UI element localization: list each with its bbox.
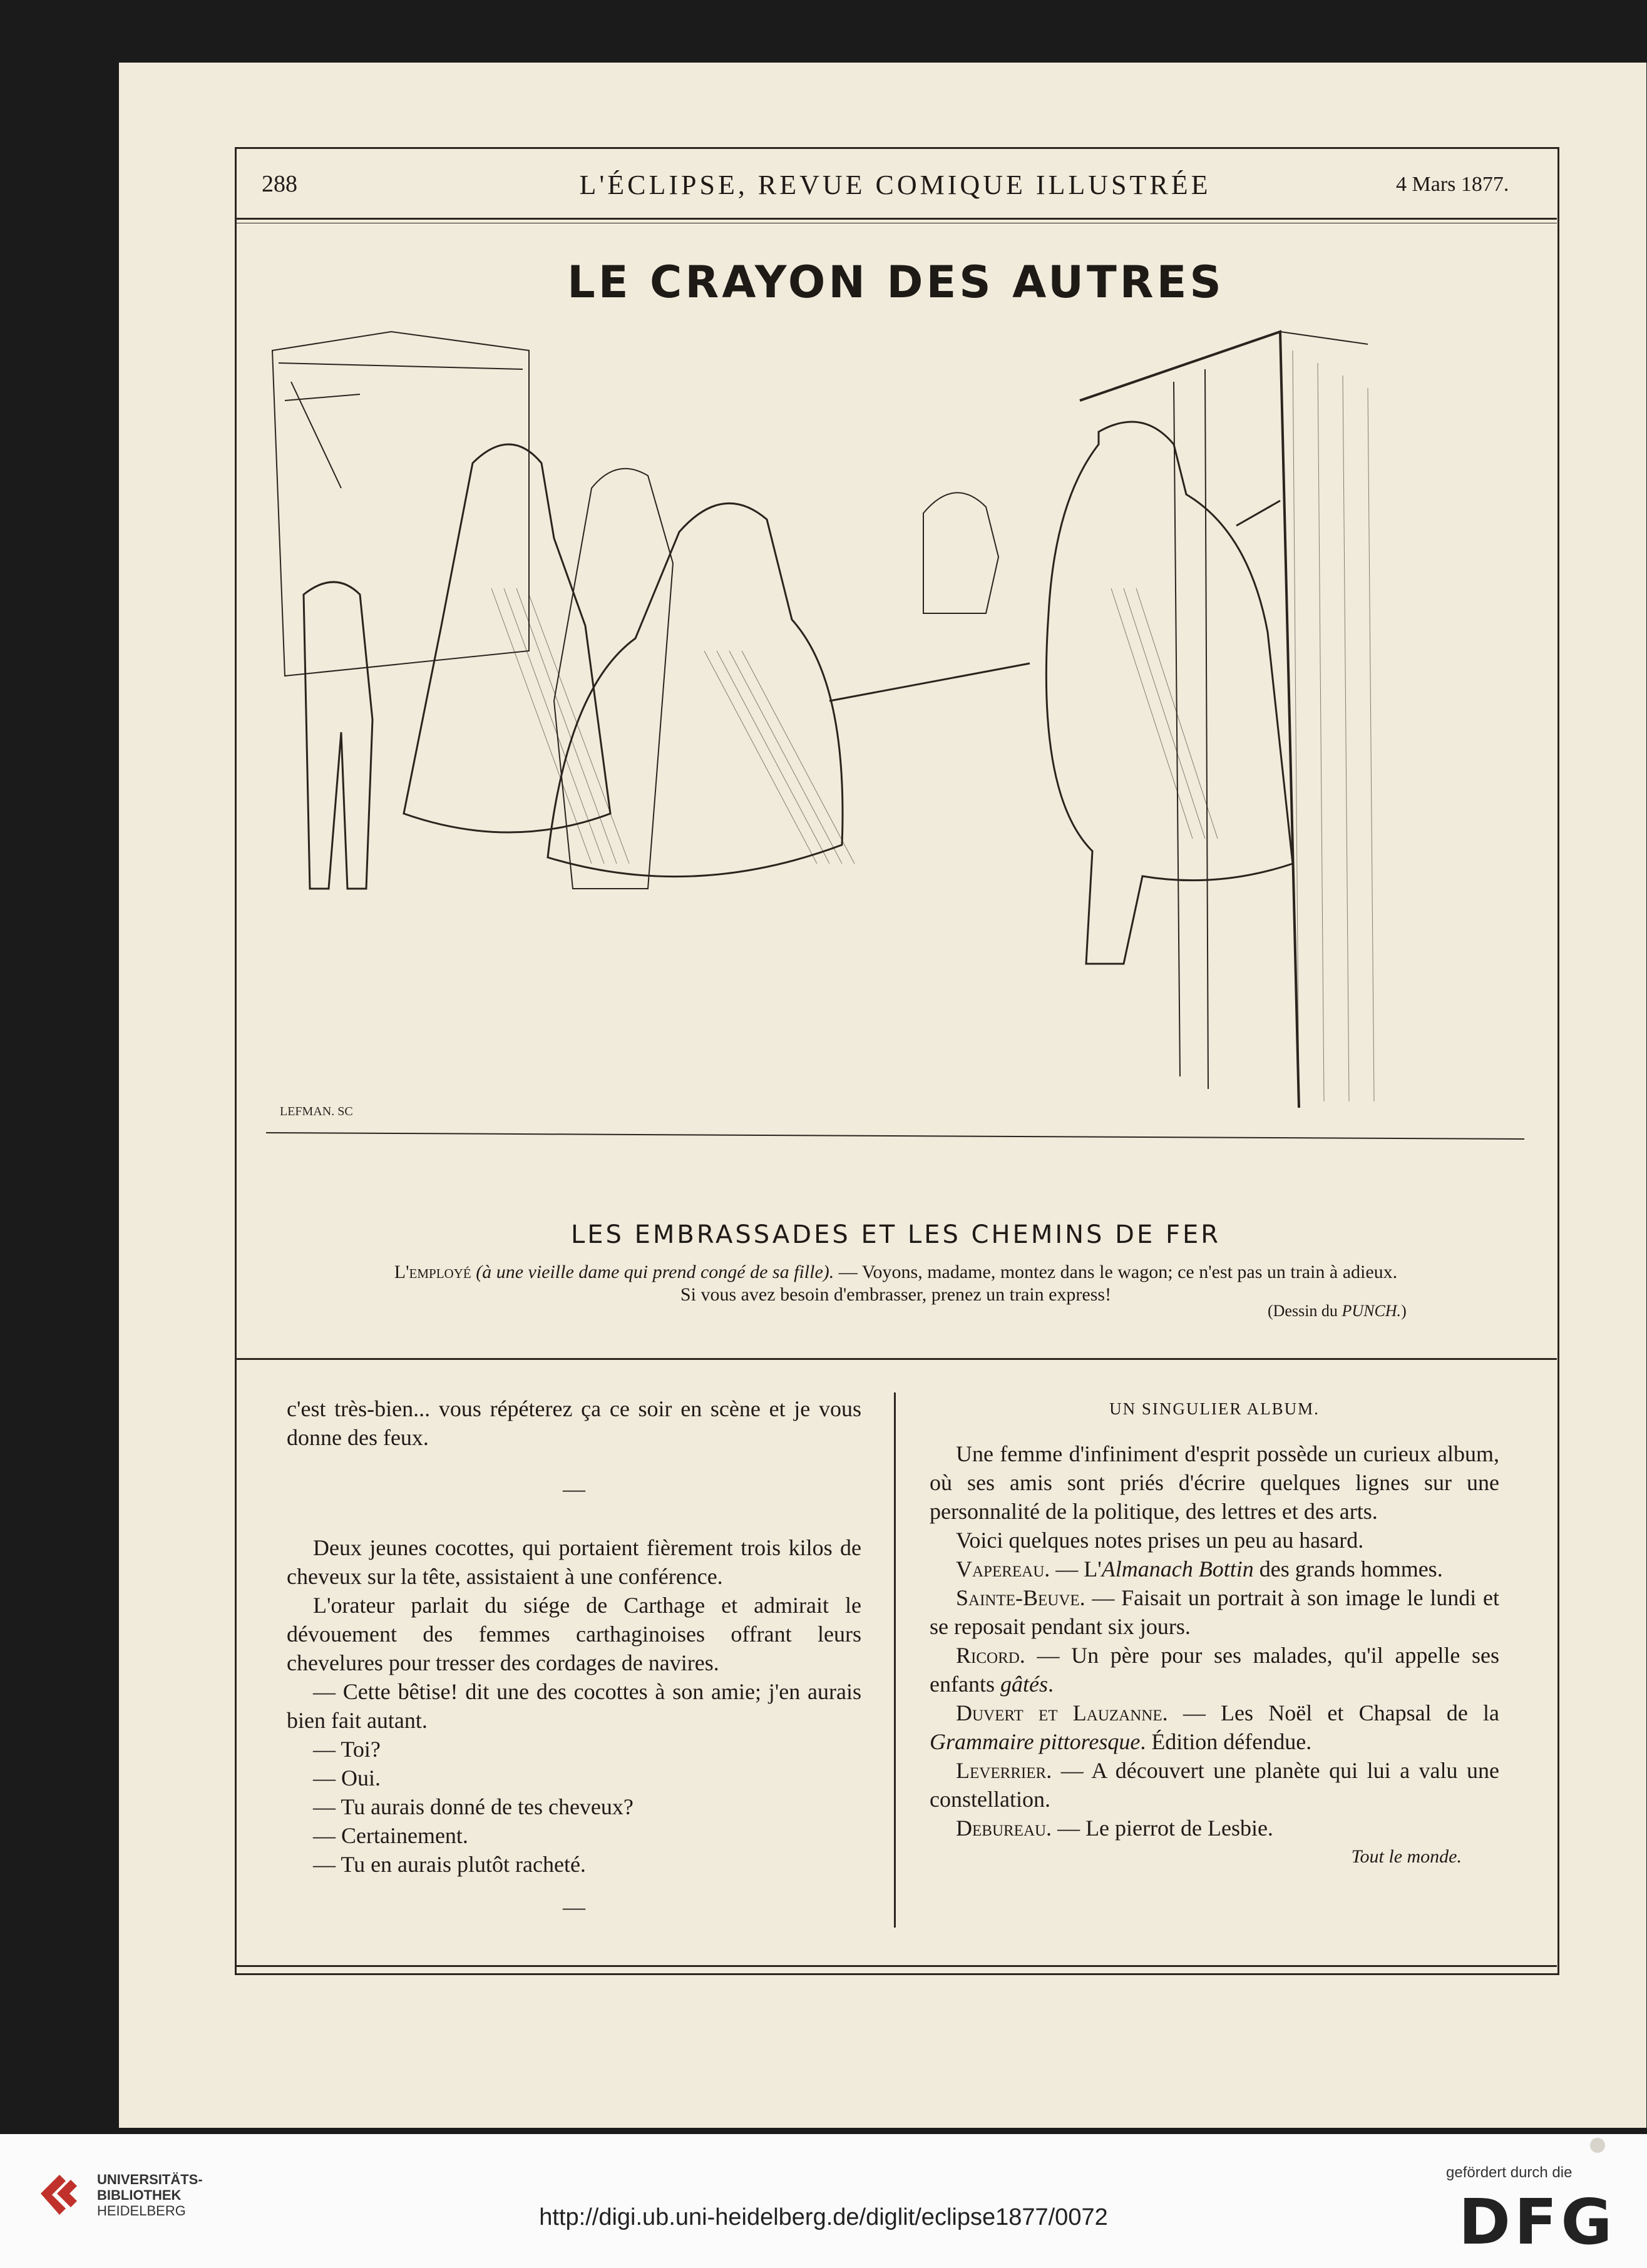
issue-date: 4 Mars 1877. (1396, 173, 1509, 196)
viewer-footer (0, 2134, 1647, 2268)
paragraph: c'est très-bien... vous répéterez ça ce soir en scène et je vous donne des feux. (287, 1396, 861, 1450)
album-entry: Duvert et Lauzanne. — Les Noël et Chapsal de la Grammaire pittoresque. Édition défendue. (930, 1700, 1499, 1754)
bottom-rule (235, 1965, 1557, 1967)
caption-stage-direction: (à une vieille dame qui prend congé de sa fille). (476, 1262, 834, 1282)
permalink-url[interactable]: http://digi.ub.uni-heidelberg.de/diglit/eclipse1877/0072 (539, 2204, 1108, 2230)
paragraph: L'orateur parlait du siége de Carthage et admirait le dévouement des femmes carthaginoises offrant leurs chevelures pour tresser des cordages de navires. (287, 1593, 861, 1675)
header-rule (235, 218, 1557, 220)
caption-dialogue: — Voyons, madame, montez dans le wagon; ce n'est pas un train à adieux. (834, 1262, 1398, 1282)
article-signature: Tout le monde. (1351, 1846, 1462, 1867)
dialogue-line: — Cette bêtise! dit une des cocottes à son amie; j'en aurais bien fait autant. (287, 1679, 861, 1733)
dialogue-line: — Tu en aurais plutôt racheté. (313, 1852, 586, 1877)
album-entry: Debureau. — Le pierrot de Lesbie. (956, 1816, 1273, 1841)
right-column (930, 1394, 1499, 1871)
journal-title: L'ÉCLIPSE, REVUE COMIQUE ILLUSTRÉE (579, 170, 1211, 200)
album-entry: Ricord. — Un père pour ses malades, qu'il appelle ses enfants gâtés. (930, 1643, 1499, 1697)
registration-mark-icon (1590, 2138, 1605, 2153)
paragraph: Une femme d'infiniment d'esprit possède un curieux album, où ses amis sont priés d'écrire quelques lignes sur une personnalité de la politique, des lettres et des arts. (930, 1441, 1499, 1524)
album-entry: Sainte-Beuve. — Faisait un portrait à son image le lundi et se reposait pendant six jours. (930, 1585, 1499, 1639)
separator: — (563, 1894, 585, 1919)
dialogue-line: — Certainement. (313, 1823, 468, 1848)
dialogue-line: — Oui. (313, 1765, 381, 1790)
article-heading: UN SINGULIER ALBUM. (1109, 1399, 1320, 1418)
caption-line-2: Si vous avez besoin d'embrasser, prenez un train express! (680, 1284, 1112, 1305)
caption-line-1 (235, 1262, 1557, 1283)
paragraph: Voici quelques notes prises un peu au hasard. (956, 1528, 1364, 1553)
paragraph: Deux jeunes cocottes, qui portaient fièrement trois kilos de cheveux sur la tête, assistaient à une conférence. (287, 1535, 861, 1589)
funding-note: gefördert durch die (1446, 2164, 1573, 2181)
dialogue-line: — Toi? (313, 1737, 381, 1762)
caption-title: LES EMBRASSADES ET LES CHEMINS DE FER (570, 1220, 1221, 1249)
album-entry: Vapereau. — L'Almanach Bottin des grands hommes. (956, 1556, 1443, 1581)
album-entry: Leverrier. — A découvert une planète qui lui a valu une constellation. (930, 1758, 1499, 1812)
column-rule (894, 1392, 896, 1928)
institution-name: UNIVERSITÄTS- BIBLIOTHEK HEIDELBERG (97, 2172, 203, 2219)
engraving-illustration (266, 325, 1524, 1202)
section-rule (235, 1358, 1557, 1360)
caption-speaker: L'employé (394, 1262, 471, 1282)
left-column (287, 1394, 861, 1921)
dfg-logo: DFG (1459, 2185, 1616, 2259)
illustration-credit: (Dessin du PUNCH.) (1268, 1302, 1407, 1320)
page-number: 288 (262, 171, 297, 197)
artist-signature: LEFMAN. SC (280, 1105, 353, 1118)
page-title: LE CRAYON DES AUTRES (567, 257, 1224, 308)
dialogue-line: — Tu aurais donné de tes cheveux? (313, 1794, 634, 1819)
separator: — (563, 1476, 585, 1501)
